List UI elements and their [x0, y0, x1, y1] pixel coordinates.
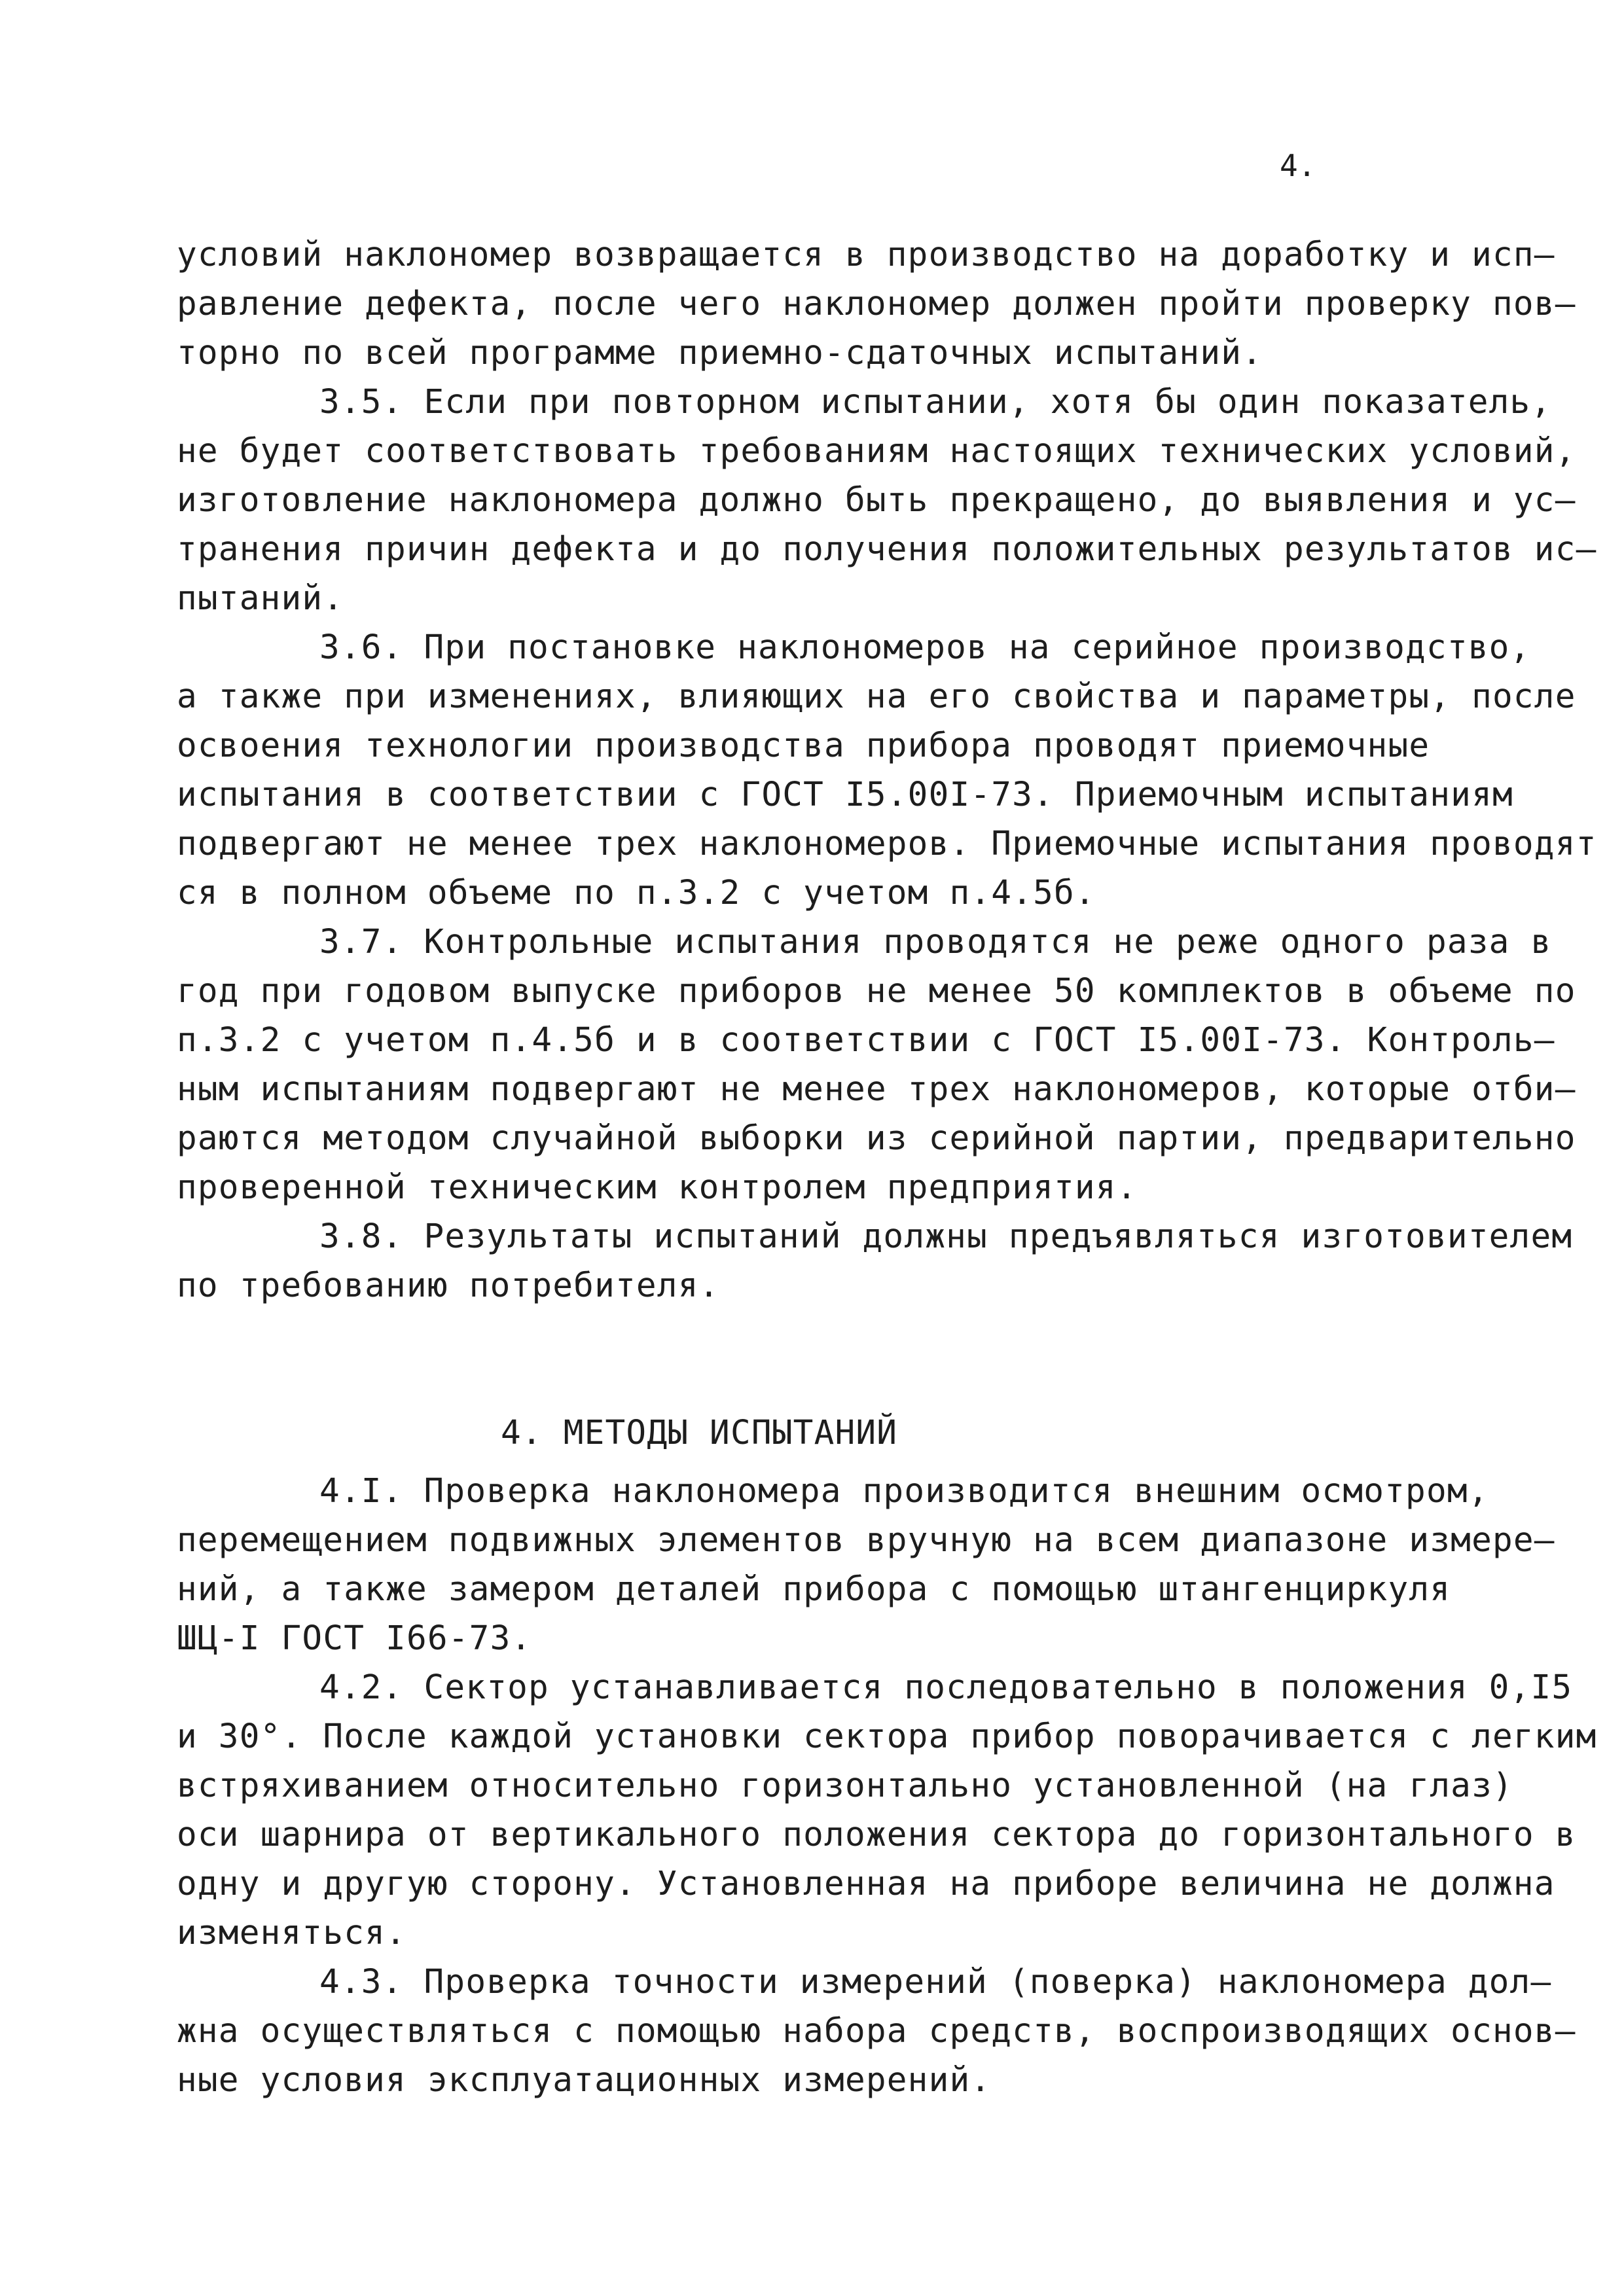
text-line: оси шарнира от вертикального положения сектора до горизонтального в	[177, 1816, 1576, 1854]
paragraph-3-7	[177, 918, 1576, 1212]
text-line: торно по всей программе приемно-сдаточных испытаний.	[177, 334, 1263, 372]
text-line: 3.5. Если при повторном испытании, хотя бы один показатель,	[319, 383, 1552, 422]
text-line: ШЦ-I ГОСТ I66-73.	[177, 1619, 532, 1658]
paragraph-3-5	[177, 378, 1597, 623]
spacer	[177, 1310, 1548, 1408]
text-line: 3.7. Контрольные испытания проводятся не реже одного раза в	[319, 923, 1552, 961]
text-line: условий наклономер возвращается в производство на доработку и исп–	[177, 236, 1555, 274]
text-line: по требованию потребителя.	[177, 1266, 720, 1305]
text-line: 4.I. Проверка наклономера производится внешним осмотром,	[319, 1472, 1489, 1511]
text-line: ным испытаниям подвергают не менее трех наклономеров, которые отби–	[177, 1070, 1576, 1109]
text-line: жна осуществляться с помощью набора средств, воспроизводящих основ–	[177, 2012, 1576, 2051]
text-line: подвергают не менее трех наклономеров. Приемочные испытания проводят	[177, 825, 1597, 863]
spacer	[177, 1458, 1548, 1467]
text-line: 4.2. Сектор устанавливается последовательно в положения 0,I5	[319, 1668, 1573, 1707]
paragraph-3-6	[177, 623, 1597, 918]
text-line: ся в полном объеме по п.3.2 с учетом п.4.5б.	[177, 874, 1096, 912]
continuation-paragraph	[177, 230, 1576, 378]
text-line: 3.8. Результаты испытаний должны предъявляться изготовителем	[319, 1217, 1573, 1256]
text-line: ные условия эксплуатационных измерений.	[177, 2061, 992, 2100]
text-line: изготовление наклономера должно быть прекращено, до выявления и ус–	[177, 481, 1576, 520]
text-line: 3.6. При постановке наклономеров на серийное производство,	[319, 628, 1531, 667]
paragraph-4-2	[177, 1663, 1597, 1958]
document-body	[177, 230, 1597, 2105]
text-line: перемещением подвижных элементов вручную на всем диапазоне измере–	[177, 1521, 1555, 1560]
paragraph-4-3	[177, 1958, 1576, 2105]
text-line: встряхиванием относительно горизонтально установленной (на глаз)	[177, 1767, 1513, 1805]
text-line: изменяться.	[177, 1914, 406, 1952]
text-line: испытания в соответствии с ГОСТ I5.00I-73. Приемочным испытаниям	[177, 776, 1513, 814]
text-line: и 30°. После каждой установки сектора прибор поворачивается с легким	[177, 1717, 1597, 1756]
paragraph-3-8	[177, 1212, 1573, 1310]
paragraph-4-1	[177, 1467, 1555, 1663]
text-line: раются методом случайной выборки из серийной партии, предварительно	[177, 1119, 1576, 1158]
text-line: транения причин дефекта и до получения положительных результатов ис–	[177, 530, 1597, 569]
text-line: одну и другую сторону. Установленная на приборе величина не должна	[177, 1865, 1555, 1903]
text-line: не будет соответствовать требованиям настоящих технических условий,	[177, 432, 1576, 471]
text-line: ний, а также замером деталей прибора с помощью штангенциркуля	[177, 1570, 1451, 1609]
page-number: 4.	[1280, 148, 1316, 183]
text-line: а также при изменениях, влияющих на его свойства и параметры, после	[177, 677, 1576, 716]
text-line: освоения технологии производства прибора проводят приемочные	[177, 726, 1430, 765]
text-line: год при годовом выпуске приборов не менее 50 комплектов в объеме по	[177, 972, 1576, 1011]
section-heading: 4. МЕТОДЫ ИСПЫТАНИЙ	[501, 1414, 898, 1452]
text-line: п.3.2 с учетом п.4.5б и в соответствии с ГОСТ I5.00I-73. Контроль–	[177, 1021, 1555, 1060]
text-line: пытаний.	[177, 579, 344, 618]
text-line: равление дефекта, после чего наклономер должен пройти проверку пов–	[177, 285, 1576, 323]
text-line: 4.3. Проверка точности измерений (поверка) наклономера дол–	[319, 1963, 1552, 2001]
text-line: проверенной техническим контролем предприятия.	[177, 1168, 1138, 1207]
